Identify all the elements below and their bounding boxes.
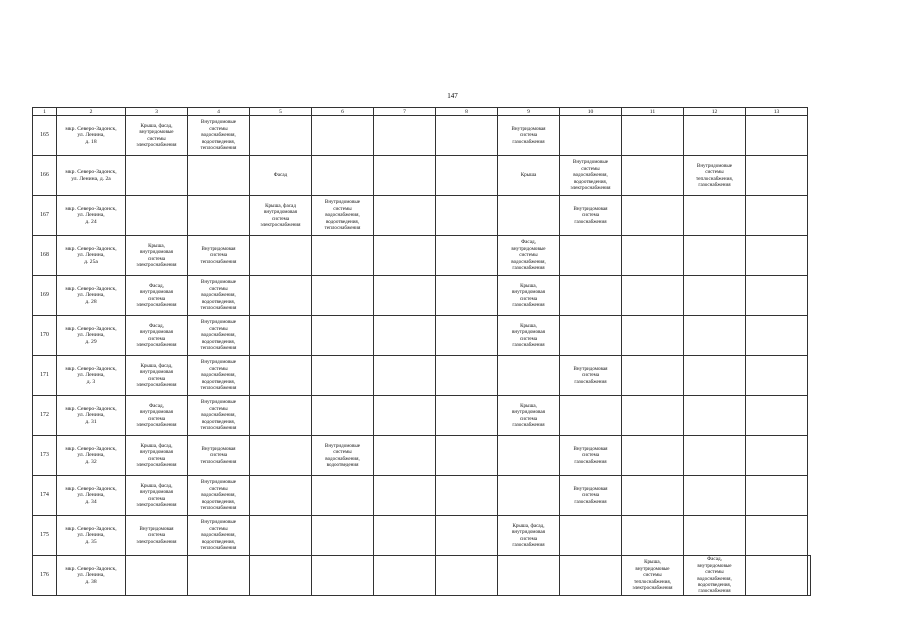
table-cell — [374, 276, 436, 316]
table-cell — [498, 516, 560, 556]
cell-text: Крыша, фасад, внутридомовые системы электроснабжения — [136, 122, 177, 148]
address-cell — [57, 276, 126, 316]
column-header-row — [33, 108, 811, 116]
cell-text: Крыша, внутридомовая система электроснабжения — [136, 242, 177, 268]
table-cell — [374, 516, 436, 556]
table-cell — [498, 196, 560, 236]
table-cell — [188, 476, 250, 516]
cell-text: Внутридомовые системы водоснабжения, водоотведения — [324, 442, 361, 468]
table-cell — [622, 516, 684, 556]
cell-text: 173 — [40, 452, 49, 459]
column-header: 5 — [250, 108, 312, 116]
cell-text: 168 — [40, 252, 49, 259]
address-cell — [57, 236, 126, 276]
cell-text: Внутридомовая система теплоснабжения — [200, 445, 237, 465]
address-cell — [57, 476, 126, 516]
table-cell — [312, 116, 374, 156]
table-cell — [126, 396, 188, 436]
table-cell — [622, 116, 684, 156]
cell-text: Крыша, фасад внутридомовая система электроснабжения — [260, 202, 301, 228]
table-cell — [746, 356, 808, 396]
table-cell — [746, 516, 808, 556]
column-header: 12 — [684, 108, 746, 116]
table-cell — [560, 316, 622, 356]
table-cell — [374, 396, 436, 436]
column-header: 3 — [126, 108, 188, 116]
table-cell — [808, 556, 811, 596]
row-number-cell — [33, 396, 57, 436]
table-cell — [498, 476, 560, 516]
row-number-cell — [33, 316, 57, 356]
table-cell — [312, 516, 374, 556]
table-cell — [622, 276, 684, 316]
cell-text: Внутридомовая система газоснабжения — [573, 205, 608, 225]
table-cell — [498, 236, 560, 276]
column-header: 1 — [33, 108, 57, 116]
table-row — [33, 316, 811, 356]
cell-text: Внутридомовые системы водоснабжения, водоотведения, электроснабжения — [570, 159, 611, 192]
cell-text: Фасад, внутридомовая система электроснабжения — [136, 282, 177, 308]
table-cell — [746, 436, 808, 476]
cell-text: 174 — [40, 492, 49, 499]
table-cell — [126, 156, 188, 196]
table-cell — [250, 516, 312, 556]
table-cell — [498, 316, 560, 356]
cell-text: 165 — [40, 132, 49, 139]
table-cell — [622, 196, 684, 236]
cell-text: 166 — [40, 172, 49, 179]
table-cell — [746, 276, 808, 316]
table-cell — [250, 116, 312, 156]
table-cell — [436, 356, 498, 396]
table-cell — [374, 316, 436, 356]
table-cell — [498, 116, 560, 156]
table-cell — [188, 316, 250, 356]
cell-text: Фасад, внутридомовая система электроснабжения — [136, 322, 177, 348]
table-cell — [622, 316, 684, 356]
table-cell — [374, 116, 436, 156]
table-cell — [188, 236, 250, 276]
table-cell — [126, 356, 188, 396]
table-cell — [312, 556, 374, 596]
table-cell — [622, 476, 684, 516]
cell-text: Внутридомовые системы водоснабжения, водоотведения, теплоснабжения — [324, 199, 361, 232]
cell-text: мкр. Северо-Задонск, ул. Ленина, д. 35 — [65, 525, 117, 545]
table-cell — [312, 196, 374, 236]
cell-text: Внутридомовые системы водоснабжения, водоотведения, теплоснабжения — [200, 119, 237, 152]
cell-text: мкр. Северо-Задонск, ул. Ленина, д. 29 — [65, 325, 117, 345]
table-cell — [560, 436, 622, 476]
cell-text: мкр. Северо-Задонск, ул. Ленина, д. 34 — [65, 485, 117, 505]
cell-text: мкр. Северо-Задонск, ул. Ленина, д. 18 — [65, 125, 117, 145]
table-cell — [126, 316, 188, 356]
cell-text: Крыша, внутридомовая система газоснабжения — [512, 402, 545, 428]
table-cell — [250, 156, 312, 196]
table-cell — [126, 556, 188, 596]
cell-text: Внутридомовая система газоснабжения — [573, 365, 608, 385]
table-row — [33, 116, 811, 156]
table-body — [33, 108, 811, 596]
table-cell — [250, 556, 312, 596]
table-cell — [684, 316, 746, 356]
table-cell — [374, 556, 436, 596]
table-row — [33, 436, 811, 476]
table-cell — [560, 396, 622, 436]
cell-text: Крыша, внутридомовая система газоснабжения — [512, 322, 545, 348]
table-cell — [746, 236, 808, 276]
cell-text: мкр. Северо-Задонск, ул. Ленина, д. 38 — [65, 565, 117, 585]
table-cell — [436, 316, 498, 356]
table-cell — [312, 396, 374, 436]
row-number-cell — [33, 356, 57, 396]
cell-text: 170 — [40, 332, 49, 339]
table-cell — [684, 276, 746, 316]
table-cell — [622, 556, 684, 596]
cell-text: мкр. Северо-Задонск, ул. Ленина, д. 2а — [65, 168, 117, 182]
table-cell — [188, 516, 250, 556]
table-cell — [436, 116, 498, 156]
address-cell — [57, 436, 126, 476]
capital-repair-table — [32, 107, 811, 596]
table-cell — [250, 236, 312, 276]
table-cell — [126, 276, 188, 316]
table-cell — [684, 196, 746, 236]
cell-text: мкр. Северо-Задонск, ул. Ленина, д. 32 — [65, 445, 117, 465]
table-cell — [622, 396, 684, 436]
table-cell — [746, 196, 808, 236]
cell-text: Внутридомовые системы водоснабжения, водоотведения, теплоснабжения — [200, 319, 237, 352]
table-cell — [560, 356, 622, 396]
cell-text: Крыша, внутридомовая система газоснабжения — [512, 282, 545, 308]
cell-text: Внутридомовые системы водоснабжения, водоотведения, теплоснабжения — [200, 359, 237, 392]
table-cell — [374, 356, 436, 396]
table-cell — [436, 156, 498, 196]
cell-text: Крыша, фасад, внутридомовая система электроснабжения — [136, 442, 177, 468]
table-cell — [188, 436, 250, 476]
cell-text: Фасад, внутридомовые системы водоснабжения, водоотведения, газоснабжения — [697, 556, 732, 595]
table-row — [33, 516, 811, 556]
cell-text: 169 — [40, 292, 49, 299]
table-cell — [498, 436, 560, 476]
table-cell — [498, 156, 560, 196]
cell-text: Внутридомовая система электроснабжения — [136, 525, 177, 545]
row-number-cell — [33, 116, 57, 156]
row-number-cell — [33, 556, 57, 596]
row-number-cell — [33, 516, 57, 556]
table-cell — [622, 156, 684, 196]
page-number: 147 — [447, 92, 458, 100]
table-cell — [250, 276, 312, 316]
table-cell — [312, 276, 374, 316]
table-cell — [684, 356, 746, 396]
table-cell — [126, 196, 188, 236]
row-number-cell — [33, 436, 57, 476]
cell-text: 171 — [40, 372, 49, 379]
table-cell — [746, 396, 808, 436]
table-cell — [684, 236, 746, 276]
table-cell — [498, 276, 560, 316]
table-cell — [188, 556, 250, 596]
cell-text: Фасад, внутридомовые системы водоснабжения, газоснабжения — [511, 239, 546, 272]
table-cell — [188, 196, 250, 236]
table-cell — [126, 476, 188, 516]
cell-text: Фасад — [273, 172, 288, 179]
table-cell — [436, 276, 498, 316]
table-row — [33, 276, 811, 316]
cell-text: 167 — [40, 212, 49, 219]
table-cell — [498, 396, 560, 436]
table-cell — [684, 116, 746, 156]
table-cell — [560, 236, 622, 276]
row-number-cell — [33, 156, 57, 196]
table-cell — [746, 156, 808, 196]
cell-text: Крыша, фасад, внутридомовая система электроснабжения — [136, 482, 177, 508]
column-header: 10 — [560, 108, 622, 116]
table-cell — [560, 116, 622, 156]
table-cell — [684, 476, 746, 516]
table-cell — [250, 316, 312, 356]
cell-text: 176 — [40, 572, 49, 579]
column-header: 8 — [436, 108, 498, 116]
table-cell — [312, 356, 374, 396]
column-header: 13 — [746, 108, 808, 116]
table-cell — [498, 556, 560, 596]
table-cell — [188, 396, 250, 436]
cell-text: мкр. Северо-Задонск, ул. Ленина, д. 28 — [65, 285, 117, 305]
row-number-cell — [33, 476, 57, 516]
cell-text: Крыша, внутридомовые системы теплоснабжения, электроснабжения — [632, 559, 673, 592]
table-cell — [312, 236, 374, 276]
table-cell — [560, 556, 622, 596]
table-cell — [498, 356, 560, 396]
table-cell — [312, 476, 374, 516]
table-cell — [374, 236, 436, 276]
table-cell — [250, 436, 312, 476]
address-cell — [57, 396, 126, 436]
cell-text: Фасад, внутридомовая система электроснабжения — [136, 402, 177, 428]
table-cell — [188, 156, 250, 196]
cell-text: мкр. Северо-Задонск, ул. Ленина, д. 3 — [65, 365, 117, 385]
row-number-cell — [33, 196, 57, 236]
table-cell — [622, 236, 684, 276]
column-header: 6 — [312, 108, 374, 116]
table-cell — [436, 476, 498, 516]
table-cell — [560, 196, 622, 236]
cell-text: Внутридомовые системы водоснабжения, водоотведения, теплоснабжения — [200, 519, 237, 552]
cell-text: Крыша, фасад, внутридомовая система электроснабжения — [136, 362, 177, 388]
cell-text: Крыша — [520, 172, 537, 179]
table-cell — [188, 276, 250, 316]
row-number-cell — [33, 276, 57, 316]
table-row — [33, 396, 811, 436]
table-row — [33, 236, 811, 276]
address-cell — [57, 356, 126, 396]
table-cell — [622, 356, 684, 396]
table-cell — [126, 116, 188, 156]
cell-text: Внутридомовая система газоснабжения — [573, 445, 608, 465]
table-cell — [684, 396, 746, 436]
cell-text: Внутридомовая система газоснабжения — [511, 125, 546, 145]
row-number-cell — [33, 236, 57, 276]
column-header: 2 — [57, 108, 126, 116]
column-header: 7 — [374, 108, 436, 116]
cell-text: мкр. Северо-Задонск, ул. Ленина, д. 25а — [65, 245, 117, 265]
address-cell — [57, 116, 126, 156]
cell-text: мкр. Северо-Задонск, ул. Ленина, д. 24 — [65, 205, 117, 225]
table-cell — [312, 436, 374, 476]
table-cell — [622, 436, 684, 476]
cell-text: 172 — [40, 412, 49, 419]
address-cell — [57, 516, 126, 556]
cell-text: Внутридомовая система теплоснабжения — [200, 245, 237, 265]
cell-text: Внутридомовая система газоснабжения — [573, 485, 608, 505]
column-header: 9 — [498, 108, 560, 116]
cell-text: 175 — [40, 532, 49, 539]
table-cell — [436, 436, 498, 476]
table-cell — [560, 156, 622, 196]
table-cell — [374, 476, 436, 516]
table-cell — [684, 436, 746, 476]
table-row — [33, 156, 811, 196]
table-cell — [746, 116, 808, 156]
table-cell — [250, 356, 312, 396]
table-cell — [188, 356, 250, 396]
table-cell — [374, 196, 436, 236]
table-cell — [312, 316, 374, 356]
table-cell — [746, 476, 808, 516]
cell-text: Внутридомовые системы водоснабжения, водоотведения, теплоснабжения — [200, 399, 237, 432]
cell-text: Внутридомовые системы теплоснабжения, газоснабжения — [696, 162, 733, 188]
table-cell — [250, 396, 312, 436]
cell-text: мкр. Северо-Задонск, ул. Ленина, д. 31 — [65, 405, 117, 425]
table-cell — [436, 396, 498, 436]
cell-text: Внутридомовые системы водоснабжения, водоотведения, теплоснабжения — [200, 279, 237, 312]
table-cell — [126, 436, 188, 476]
table-cell — [312, 156, 374, 196]
table-cell — [374, 156, 436, 196]
table-cell — [684, 556, 746, 596]
table-cell — [684, 516, 746, 556]
address-cell — [57, 556, 126, 596]
table-cell — [560, 516, 622, 556]
table-row — [33, 556, 811, 596]
table-cell — [126, 516, 188, 556]
table-cell — [374, 436, 436, 476]
table-cell — [250, 476, 312, 516]
table-cell — [560, 276, 622, 316]
table-cell — [746, 316, 808, 356]
table-cell — [126, 236, 188, 276]
address-cell — [57, 196, 126, 236]
table-row — [33, 196, 811, 236]
table-cell — [560, 476, 622, 516]
table-row — [33, 476, 811, 516]
address-cell — [57, 316, 126, 356]
table-row — [33, 356, 811, 396]
column-header: 4 — [188, 108, 250, 116]
column-header: 11 — [622, 108, 684, 116]
table-cell — [436, 196, 498, 236]
address-cell — [57, 156, 126, 196]
table-cell — [436, 516, 498, 556]
cell-text: Крыша, фасад, внутридомовая система газоснабжения — [512, 522, 545, 548]
table-cell — [436, 556, 498, 596]
table-cell — [684, 156, 746, 196]
table-cell — [746, 556, 808, 596]
table-cell — [188, 116, 250, 156]
table-cell — [250, 196, 312, 236]
table-cell — [436, 236, 498, 276]
cell-text: Внутридомовые системы водоснабжения, водоотведения, теплоснабжения — [200, 479, 237, 512]
